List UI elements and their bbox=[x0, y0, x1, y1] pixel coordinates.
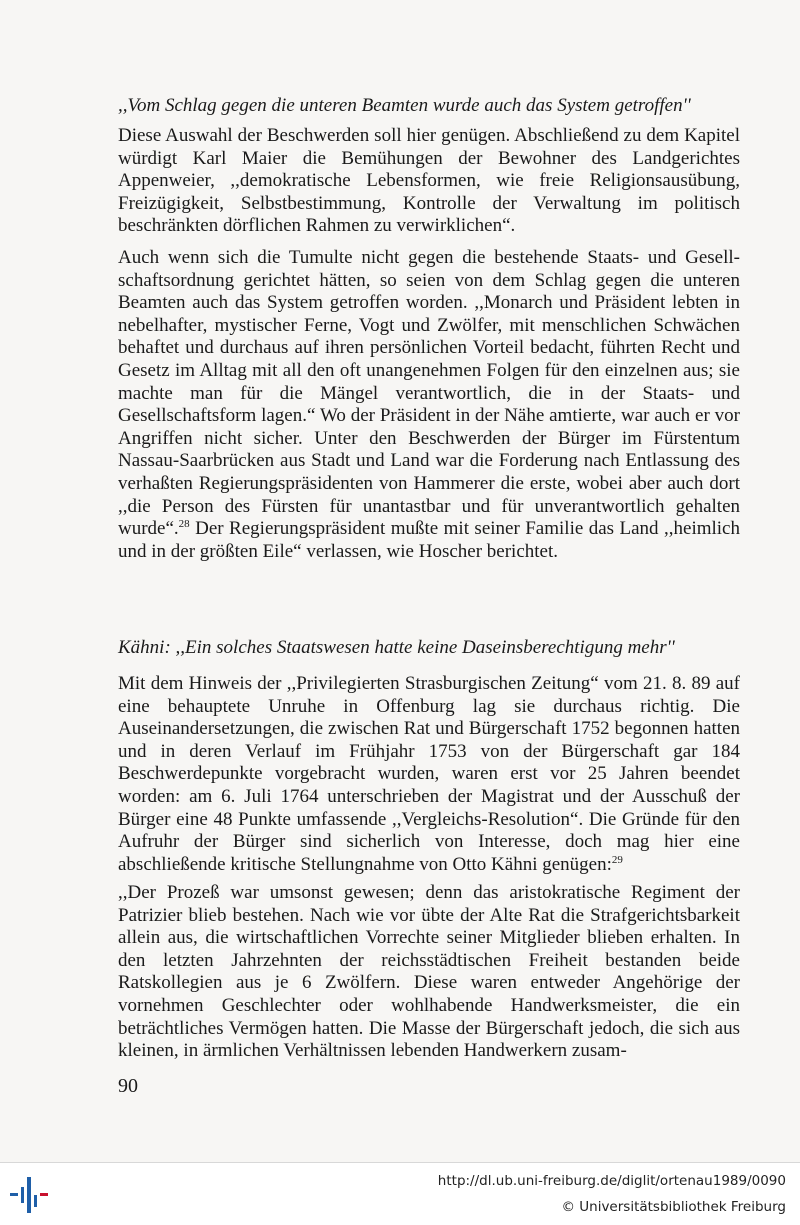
section-heading-system: ,,Vom Schlag gegen die unteren Beamten wurde auch das System getroffen'' bbox=[118, 95, 691, 116]
section-heading-kaehni: Kähni: ,,Ein solches Staatswesen hatte keine Daseinsberechtigung mehr'' bbox=[118, 637, 675, 658]
ub-freiburg-logo-icon bbox=[10, 1175, 54, 1215]
permalink-url[interactable]: http://dl.ub.uni-freiburg.de/diglit/ortenau1989/0090 bbox=[437, 1173, 786, 1189]
paragraph-2-tail: Der Regierungspräsident mußte mit seiner Familie das Land ,,heimlich und in der größten Eile“ verlassen, wie Hoscher berichtet. bbox=[118, 518, 740, 562]
paragraph-3-text: Mit dem Hinweis der ,,Privilegierten Strasburgischen Zeitung“ vom 21. 8. 89 auf eine behauptete Unruhe in Offenburg lag sie durchaus richtig. Die Auseinandersetzungen, die zwischen Rat und Bürgerschaft 1752 begonnen hatten und in deren Verlauf im Frühjahr 1753 von der Bürgerschaft gar 184 Beschwerdepunkte vorgebracht wurden, waren erst vor 25 Jahren beendet worden: am 6. Juli 1764 unterschrieben der Magistrat und der Ausschuß der Bürger eine 48 Punkte umfassende ,,Vergleichs-Resolution“. Die Gründe für den Aufruhr der Bürger sind sicherlich von Interesse, doch mag hier eine abschließende kritische Stellungnahme von Otto Kähni genügen: bbox=[118, 673, 740, 875]
library-footer bbox=[0, 1162, 800, 1225]
paragraph-3 bbox=[118, 673, 740, 876]
page-number: 90 bbox=[118, 1075, 138, 1097]
paragraph-2-text: Auch wenn sich die Tumulte nicht gegen die bestehende Staats- und Gesellschaftsordnung gerichtet hätten, so seien von dem Schlag gegen die unteren Beamten auch das System getroffen worden. ,,Monarch und Präsident lebten in nebelhafter, mystischer Ferne, Vogt und Zwölfer, mit menschlichen Schwächen behaftet und durchaus auf ihren persönlichen Vorteil bedacht, führten Recht und Gesetz im Alltag mit all den oft unangenehmen Folgen für den einzelnen aus; sie machte man für die Mängel verantwortlich, die in der Staats- und Gesellschaftsform lagen.“ Wo der Präsident in der Nähe amtierte, war auch er vor Angriffen nicht sicher. Unter den Beschwerden der Bürger im Fürstentum Nassau-Saarbrücken aus Stadt und Land war die Forderung nach Entlassung des verhaßten Regierungspräsidenten von Hammerer die erste, wobei aber auch dort ,,die Person des Fürsten für unantastbar und für unverantwortlich gehalten wurde“. bbox=[118, 247, 740, 540]
paragraph-2 bbox=[118, 247, 740, 563]
paragraph-4-quote: ,,Der Prozeß war umsonst gewesen; denn das aristokratische Regiment der Patrizier blieb bestehen. Nach wie vor übte der Alte Rat die Strafgerichtsbarkeit allein aus, die wirtschaftlichen Vorrechte seiner Mitglieder blieben erhalten. In den letzten Jahrzehnten der reichsstädtischen Freiheit bestanden beide Ratskollegien aus je 6 Zwölfern. Diese waren entweder Angehörige der vornehmen Geschlechter oder wohlhabende Handwerksmeister, die ein beträchtliches Vermögen hatten. Die Masse der Bürgerschaft jedoch, die sich aus kleinen, in ärmlichen Verhältnissen lebenden Handwerkern zusam- bbox=[118, 882, 740, 1062]
footnote-ref-29: 29 bbox=[611, 853, 623, 866]
paragraph-1: Diese Auswahl der Beschwerden soll hier genügen. Abschließend zu dem Kapitel würdigt Karl Maier die Bemühungen der Bewohner des Landgerichtes Appenweier, ,,demokratische Lebensformen, wie freie Religionsausübung, Freizügigkeit, Selbstbestimmung, Kontrolle der Verwaltung im politisch beschränkten dörflichen Rahmen zu verwirklichen“. bbox=[118, 125, 740, 237]
footnote-ref-28: 28 bbox=[178, 518, 190, 531]
copyright-notice: © Universitätsbibliothek Freiburg bbox=[561, 1199, 786, 1215]
